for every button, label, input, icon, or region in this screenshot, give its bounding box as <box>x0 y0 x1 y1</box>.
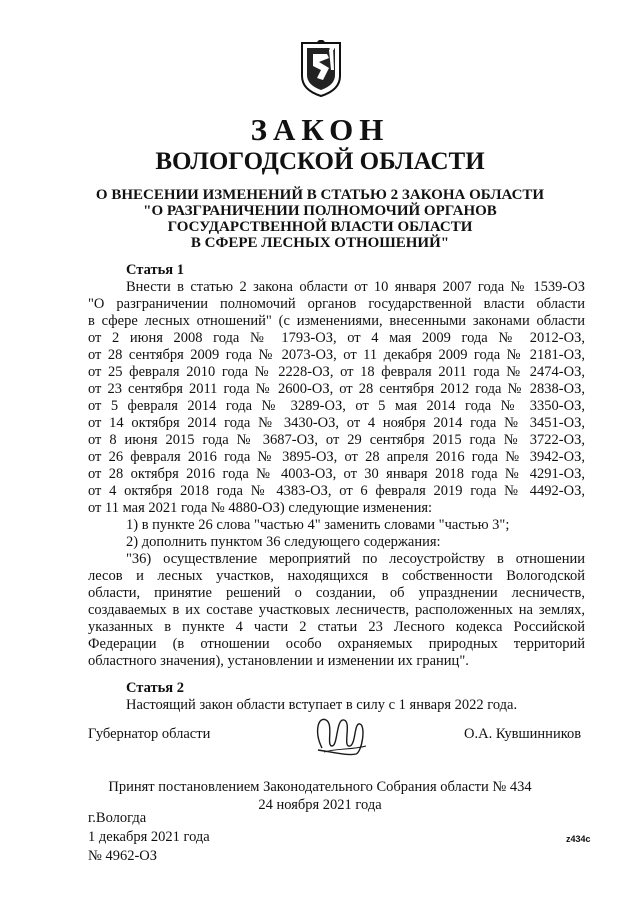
handwritten-signature <box>312 712 370 758</box>
subtitle-line: "О РАЗГРАНИЧЕНИИ ПОЛНОМОЧИЙ ОРГАНОВ <box>143 203 497 219</box>
article-1-heading: Статья 1 <box>126 262 184 278</box>
new-clause-line: Федерации (в отношении особо охраняемых природных территорий <box>88 636 585 652</box>
new-clause-line: указанных в пункте 4 части 2 статьи 23 Лесного кодекса Российской <box>88 619 585 635</box>
subtitle-line: О ВНЕСЕНИИ ИЗМЕНЕНИЙ В СТАТЬЮ 2 ЗАКОНА ОБЛАСТИ <box>95 187 545 203</box>
article-1-line: "О разграничении полномочий органов государственной власти области <box>88 296 585 312</box>
adoption-note <box>0 778 640 814</box>
article-2-text: Настоящий закон области вступает в силу с 1 января 2022 года. <box>126 697 518 713</box>
document-title: ЗАКОН <box>250 112 390 147</box>
amendment-item: 2) дополнить пунктом 36 следующего содержания: <box>126 534 441 550</box>
article-1-line: от 25 февраля 2010 года № 2228-ОЗ, от 18 февраля 2011 года № 2474-ОЗ, <box>88 364 585 380</box>
signatory-position: Губернатор области <box>88 726 211 742</box>
new-clause-line: "36) осуществление мероприятий по лесоустройству в отношении <box>126 551 585 567</box>
new-clause-line: областного значения), установлении и изменении их границ". <box>88 653 469 669</box>
signatory-name: О.А. Кувшинников <box>464 726 582 742</box>
new-clause-line: лесов и лесных участков, находящихся в собственности Вологодской <box>88 568 585 584</box>
article-1-line: от 2 июня 2008 года № 1793-ОЗ, от 4 мая 2009 года № 2012-ОЗ, <box>88 330 585 346</box>
article-1-line: от 26 февраля 2016 года № 3895-ОЗ, от 28 апреля 2016 года № 3942-ОЗ, <box>88 449 585 465</box>
law-number: № 4962-ОЗ <box>88 848 158 864</box>
new-clause-line: области, принятие решений о создании, об упразднении лесничеств, <box>88 585 585 601</box>
article-1-line: в сфере лесных отношений" (с изменениями, внесенными законами области <box>88 313 585 329</box>
article-1-line: от 28 сентября 2009 года № 2073-ОЗ, от 11 декабря 2009 года № 2181-ОЗ, <box>88 347 585 363</box>
coat-of-arms-emblem <box>299 40 343 98</box>
law-subtitle <box>60 187 580 251</box>
adoption-line: Принят постановлением Законодательного Собрания области № 434 <box>108 779 532 795</box>
city: г.Вологда <box>88 810 147 826</box>
article-1-line: от 8 июня 2015 года № 3687-ОЗ, от 29 сентября 2015 года № 3722-ОЗ, <box>88 432 585 448</box>
article-2-heading: Статья 2 <box>126 680 184 696</box>
article-1-line: от 5 февраля 2014 года № 3289-ОЗ, от 5 мая 2014 года № 3350-ОЗ, <box>88 398 585 414</box>
adoption-date: 24 ноября 2021 года <box>258 797 382 813</box>
article-1-line: от 4 октября 2018 года № 4383-ОЗ, от 6 февраля 2019 года № 4492-ОЗ, <box>88 483 585 499</box>
article-1-line: от 28 октября 2016 года № 4003-ОЗ, от 30 января 2018 года № 4291-ОЗ, <box>88 466 585 482</box>
subtitle-line: ГОСУДАРСТВЕННОЙ ВЛАСТИ ОБЛАСТИ <box>167 219 473 235</box>
amendment-item: 1) в пункте 26 слова "частью 4" заменить словами "частью 3"; <box>126 517 510 533</box>
article-1-line: от 11 мая 2021 года № 4880-ОЗ) следующие изменения: <box>88 500 433 516</box>
region-title: ВОЛОГОДСКОЙ ОБЛАСТИ <box>155 148 485 175</box>
article-1-line: Внести в статью 2 закона области от 10 января 2007 года № 1539-ОЗ <box>126 279 585 295</box>
subtitle-line: В СФЕРЕ ЛЕСНЫХ ОТНОШЕНИЙ" <box>190 235 450 251</box>
article-1-line: от 23 сентября 2011 года № 2600-ОЗ, от 28 сентября 2012 года № 2838-ОЗ, <box>88 381 585 397</box>
new-clause-line: создаваемых в их составе участковых лесничеств, расположенных на землях, <box>88 602 585 618</box>
document-code: z434c <box>566 834 591 844</box>
signing-date: 1 декабря 2021 года <box>88 829 210 845</box>
article-1-line: от 14 октября 2014 года № 3430-ОЗ, от 4 ноября 2014 года № 3451-ОЗ, <box>88 415 585 431</box>
